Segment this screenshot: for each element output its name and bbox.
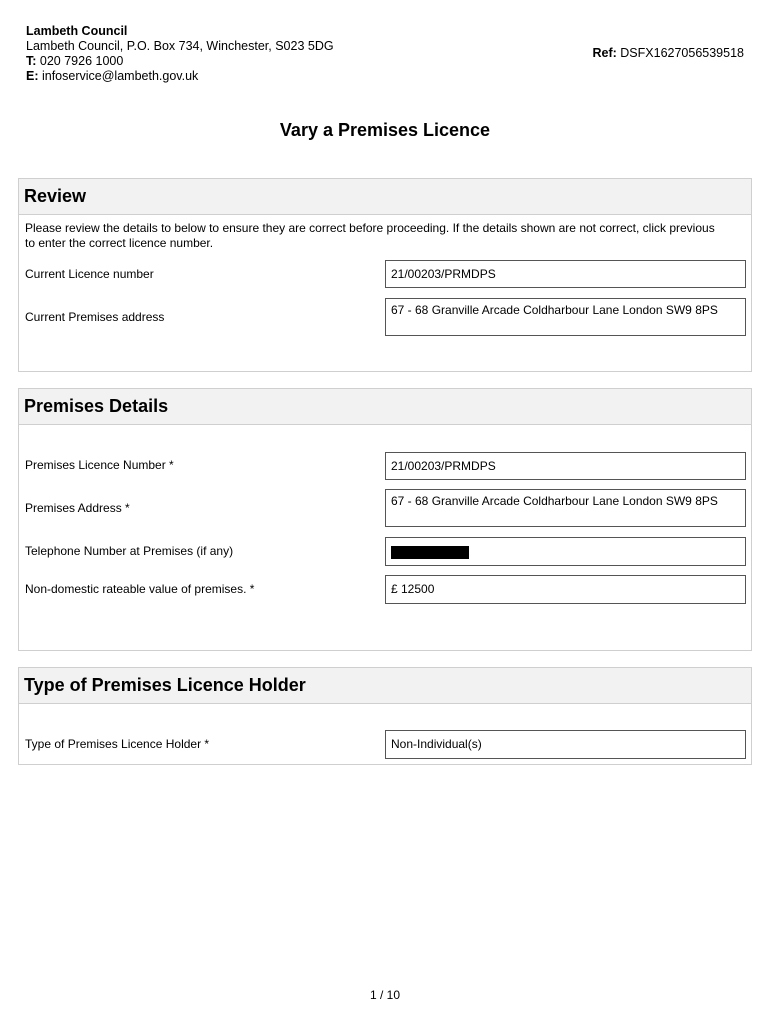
licence-holder-section (18, 667, 752, 765)
rateable-value-label: Non-domestic rateable value of premises. * (25, 582, 255, 596)
council-name: Lambeth Council (26, 24, 128, 38)
holder-type-field[interactable]: Non-Individual(s) (385, 730, 746, 759)
rateable-value-field[interactable]: £ 12500 (385, 575, 746, 604)
council-contact-block (26, 24, 334, 84)
review-intro-text: Please review the details to below to ensure they are correct before proceeding. If the details shown are not correct, click previous to enter the correct licence number. (25, 221, 715, 250)
page-number: 1 / 10 (369, 988, 401, 1002)
premises-details-section (18, 388, 752, 651)
phone-label: T: (26, 54, 37, 68)
review-heading: Review (19, 179, 751, 215)
council-address: Lambeth Council, P.O. Box 734, Winchester, S023 5DG (26, 39, 334, 53)
premises-licence-label: Premises Licence Number * (25, 458, 174, 472)
council-phone: 020 7926 1000 (39, 54, 124, 68)
premises-address-label: Premises Address * (25, 501, 130, 515)
holder-type-label: Type of Premises Licence Holder * (25, 737, 210, 751)
ref-label: Ref: (592, 46, 617, 60)
page-title: Vary a Premises Licence (279, 120, 491, 140)
premises-phone-field[interactable] (385, 537, 746, 566)
current-address-label: Current Premises address (25, 310, 165, 324)
premises-address-field[interactable]: 67 - 68 Granville Arcade Coldharbour Lane London SW9 8PS (385, 489, 746, 527)
ref-value: DSFX1627056539518 (620, 46, 744, 60)
current-licence-label: Current Licence number (25, 267, 154, 281)
licence-holder-heading: Type of Premises Licence Holder (19, 668, 751, 704)
premises-licence-field[interactable]: 21/00203/PRMDPS (385, 452, 746, 480)
current-address-field[interactable]: 67 - 68 Granville Arcade Coldharbour Lane London SW9 8PS (385, 298, 746, 336)
current-licence-field[interactable]: 21/00203/PRMDPS (385, 260, 746, 288)
redacted-phone-block (391, 546, 469, 559)
council-email-line (26, 69, 334, 84)
premises-phone-label: Telephone Number at Premises (if any) (25, 544, 234, 558)
council-phone-line (26, 54, 334, 69)
review-section (18, 178, 752, 372)
reference-number (592, 46, 744, 60)
premises-details-heading: Premises Details (19, 389, 751, 425)
council-email: infoservice@lambeth.gov.uk (41, 69, 199, 83)
email-label: E: (26, 69, 39, 83)
